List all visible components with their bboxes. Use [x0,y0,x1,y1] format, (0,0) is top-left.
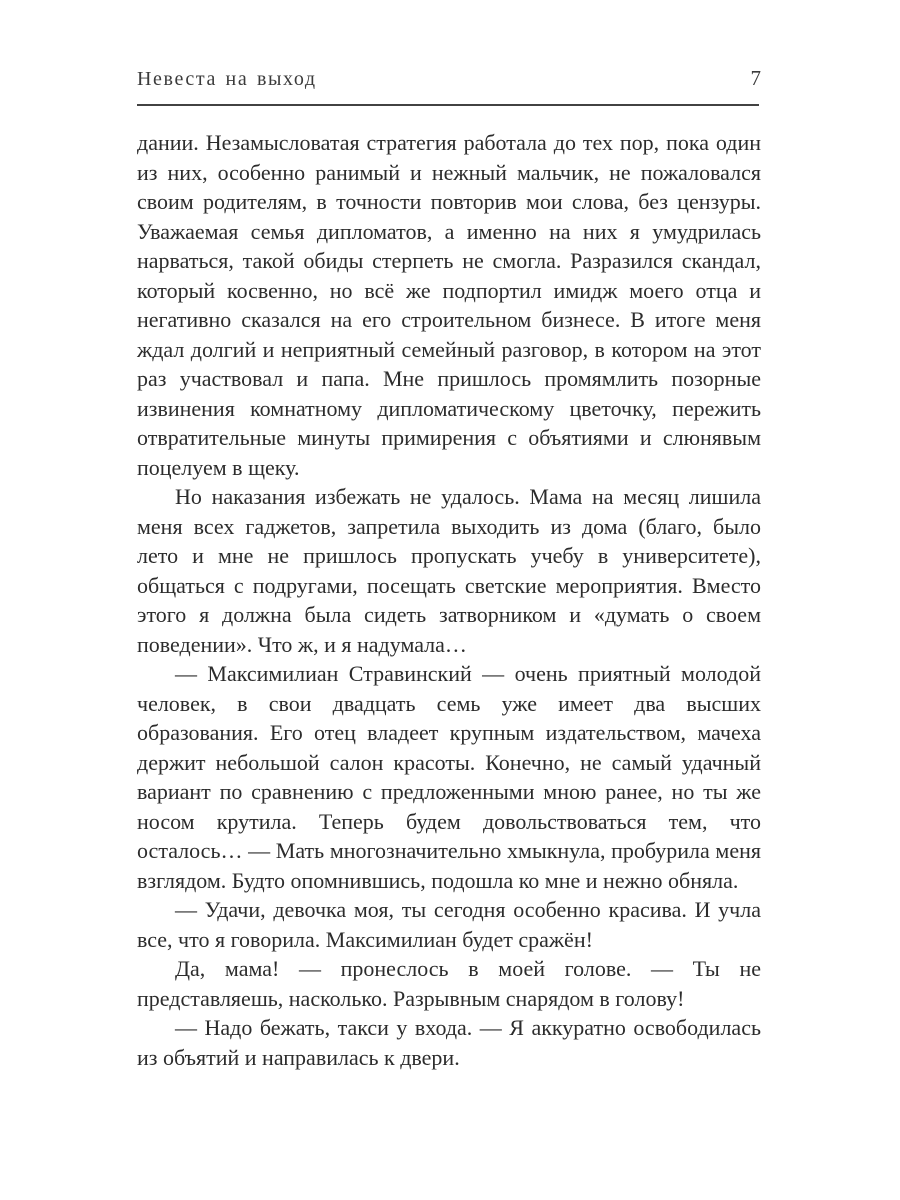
running-head [137,66,761,91]
paragraph: дании. Незамысловатая стратегия работала до тех пор, пока один из них, особенно ранимый и нежный мальчик, не пожаловался своим родителям, в точности повторив мои слова, без цензуры. Уважаемая семья дипломатов, а именно на них я умудрилась нарваться, такой обиды стерпеть не смогла. Разразился скандал, который косвенно, но всё же подпортил имидж моего отца и негативно сказался на его строительном бизнесе. В итоге меня ждал долгий и неприятный семейный разговор, в котором на этот раз участвовал и папа. Мне пришлось промямлить позорные извинения комнатному дипломатическому цветочку, пережить отвратительные минуты примирения с объятиями и слюнявым поцелуем в щеку. [137,130,761,480]
paragraph: — Надо бежать, такси у входа. — Я аккуратно освободилась из объятий и направилась к двери. [137,1015,761,1070]
running-title: Невеста на выход [137,68,317,90]
paragraph: Но наказания избежать не удалось. Мама на месяц лишила меня всех гаджетов, запретила выходить из дома (благо, было лето и мне не пришлось пропускать учебу в университете), общаться с подругами, посещать светские мероприятия. Вместо этого я должна была сидеть затворником и «думать о своем поведении». Что ж, и я надумала… [137,484,761,657]
page-text [137,128,761,1072]
header-rule [137,104,759,106]
paragraph: — Максимилиан Стравинский — очень приятный молодой человек, в свои двадцать семь уже имеет два высших образования. Его отец владеет крупным издательством, мачеха держит небольшой салон красоты. Конечно, не самый удачный вариант по сравнению с предложенными мною ранее, но ты же носом крутила. Теперь будем довольствоваться тем, что осталось… — Мать многозначительно хмыкнула, пробурила меня взглядом. Будто опомнившись, подошла ко мне и нежно обняла. [137,661,761,893]
paragraph: Да, мама! — пронеслось в моей голове. — Ты не представляешь, насколько. Разрывным снарядом в голову! [137,956,761,1011]
paragraph: — Удачи, девочка моя, ты сегодня особенно красива. И учла все, что я говорила. Максимилиан будет сражён! [137,897,761,952]
page-number: 7 [750,66,761,90]
